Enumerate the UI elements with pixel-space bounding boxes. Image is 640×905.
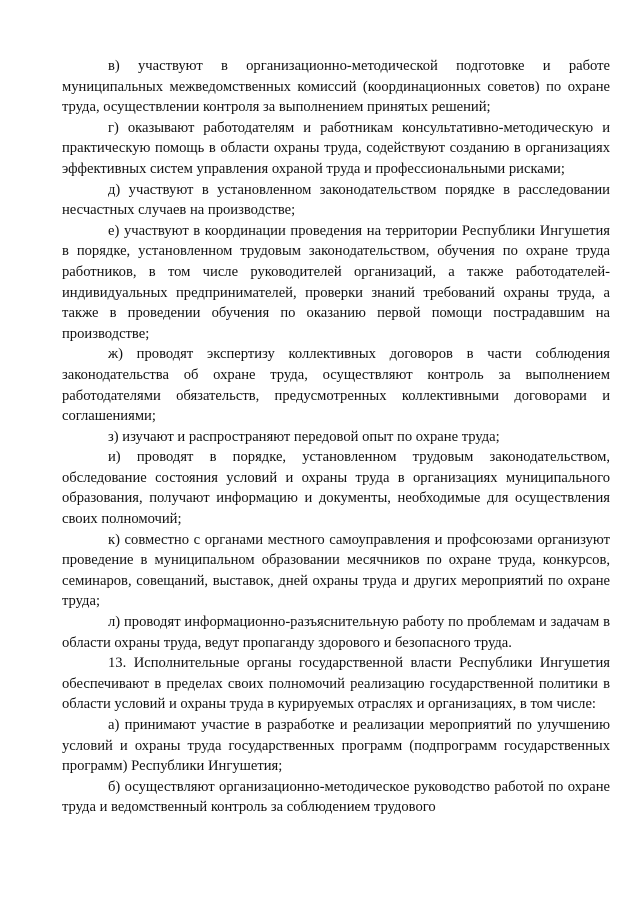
document-page (62, 56, 610, 818)
paragraph-d-investigation: д) участвуют в установленном законодательством порядке в расследовании несчастных случаев на производстве; (62, 181, 610, 219)
paragraph-b-supervision: б) осуществляют организационно-методическое руководство работой по охране труда и ведомственный контроль за соблюдением трудового (62, 778, 610, 816)
paragraph-zh-expertise: ж) проводят экспертизу коллективных договоров в части соблюдения законодательства об охране труда, осуществляют контроль за выполнением работодателями обязательств, предусмотренных коллективными договорами и соглашениями; (62, 346, 610, 425)
paragraph-e-training: е) участвуют в координации проведения на территории Республики Ингушетия в порядке, установленном трудовым законодательством, обучения по охране труда работников, в том числе руководителей организаций, а также работодателей-индивидуальных предпринимателей, проверки знаний требований охраны труда, а также в проведении обучения по оказанию первой помощи пострадавшим на производстве; (62, 222, 610, 342)
paragraph-a-programs: а) принимают участие в разработке и реализации мероприятий по улучшению условий и охраны труда государственных программ (подпрограмм государственных программ) Республики Ингушетия; (62, 717, 610, 775)
paragraph-i-inspection: и) проводят в порядке, установленном трудовым законодательством, обследование состояния условий и охраны труда в организациях муниципального образования, получают информацию и документы, необходимые для осуществления своих полномочий; (62, 449, 610, 528)
paragraph-v-commissions: в) участвуют в организационно-методической подготовке и работе муниципальных межведомственных комиссий (координационных советов) по охране труда, осуществлении контроля за выполнением принятых решений; (62, 58, 610, 116)
paragraph-g-consulting: г) оказывают работодателям и работникам консультативно-методическую и практическую помощь в области охраны труда, содействуют созданию в организациях эффективных систем управления охраной труда и профессиональными рисками; (62, 119, 610, 177)
paragraph-13-executive-bodies: 13. Исполнительные органы государственной власти Республики Ингушетия обеспечивают в пределах своих полномочий реализацию государственной политики в области условий и охраны труда в курируемых отраслях и организациях, в том числе: (62, 655, 610, 713)
paragraph-l-outreach: л) проводят информационно-разъяснительную работу по проблемам и задачам в области охраны труда, ведут пропаганду здорового и безопасного труда. (62, 614, 610, 651)
paragraph-k-events: к) совместно с органами местного самоуправления и профсоюзами организуют проведение в муниципальном образовании месячников по охране труда, конкурсов, семинаров, совещаний, выставок, дней охраны труда и других мероприятий по охране труда; (62, 531, 610, 610)
paragraph-z-best-practices: з) изучают и распространяют передовой опыт по охране труда; (108, 428, 500, 445)
